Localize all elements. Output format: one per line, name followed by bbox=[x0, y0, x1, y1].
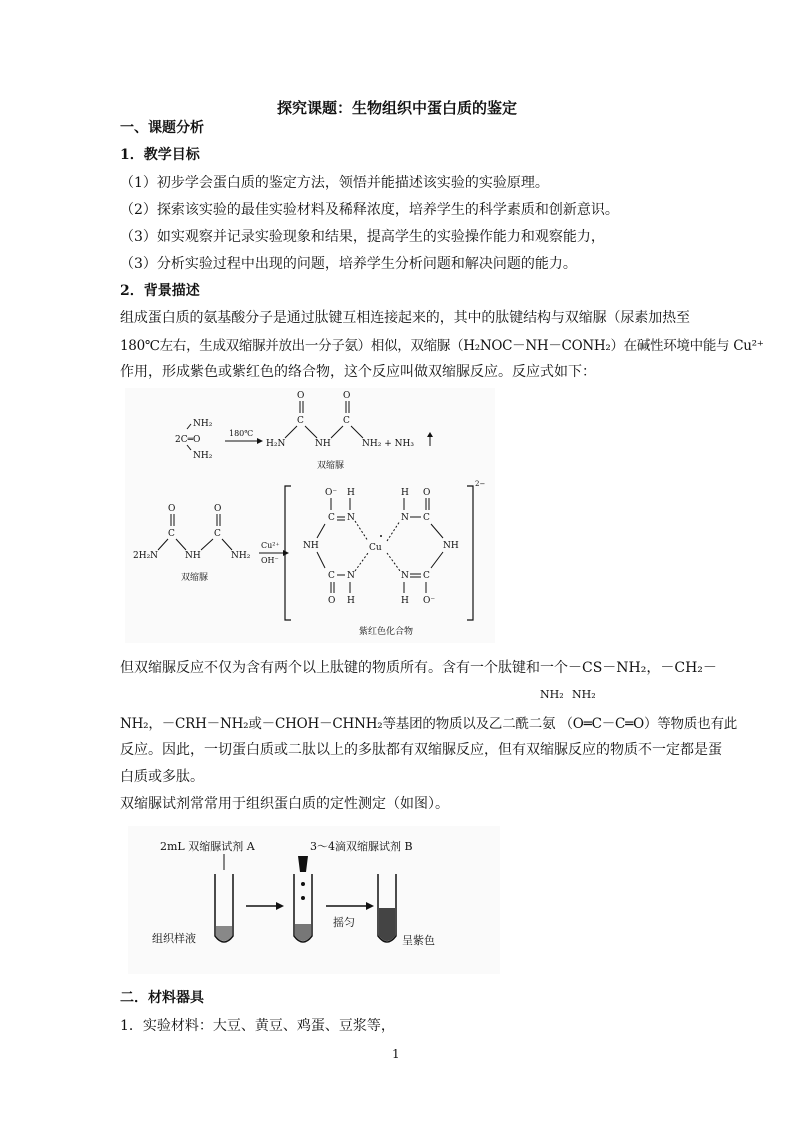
biuret-reaction-figure bbox=[125, 388, 495, 643]
c-label: C bbox=[328, 571, 335, 581]
n-label: N bbox=[347, 513, 355, 523]
c-label: C bbox=[214, 529, 221, 539]
c-label: C bbox=[328, 513, 335, 523]
cu-center-label: Cu bbox=[369, 543, 382, 553]
nh2-label: NH₂ bbox=[193, 419, 213, 429]
h2n-label: H₂N bbox=[266, 439, 286, 449]
o-label: O bbox=[168, 504, 176, 514]
nh2-subscript: NH₂ bbox=[572, 688, 596, 701]
c-label: C bbox=[168, 529, 175, 539]
c-label: C bbox=[423, 571, 430, 581]
biuret-label: 双缩脲 bbox=[181, 573, 209, 583]
nh-label: NH bbox=[315, 439, 331, 449]
o-label: O bbox=[297, 391, 305, 401]
o-label: O bbox=[343, 391, 351, 401]
oh-label: OH⁻ bbox=[261, 556, 279, 565]
biuret-label: 双缩脲 bbox=[317, 461, 345, 471]
nh2-label: NH₂ bbox=[231, 551, 251, 561]
o-minus-label: O⁻ bbox=[423, 596, 436, 606]
goal-item: （2）探索该实验的最佳实验材料及稀释浓度，培养学生的科学素质和创新意识。 bbox=[120, 202, 619, 218]
reagent-b-label: 3～4滴双缩脲试剂 B bbox=[310, 840, 413, 853]
nh2-label: NH₂ bbox=[193, 451, 213, 461]
background-line: 作用，形成紫色或紫红色的络合物，这个反应叫做双缩脲反应。反应式如下： bbox=[120, 364, 596, 380]
sample-label: 组织样液 bbox=[152, 932, 196, 945]
h-label: H bbox=[347, 596, 355, 606]
o-label: O bbox=[423, 488, 431, 498]
nh-label: NH bbox=[443, 541, 459, 551]
two-h2n-label: 2H₂N bbox=[133, 551, 159, 561]
temperature-label: 180℃ bbox=[229, 429, 254, 438]
n-label: N bbox=[347, 571, 355, 581]
nh-label: NH bbox=[185, 551, 201, 561]
c-label: C bbox=[297, 416, 304, 426]
subheading-background: 2．背景描述 bbox=[120, 283, 200, 299]
c-label: C bbox=[343, 416, 350, 426]
n-label: N bbox=[401, 571, 409, 581]
charge-label: 2− bbox=[475, 480, 486, 488]
o-minus-label: O⁻ bbox=[325, 488, 338, 498]
page-title: 探究课题：生物组织中蛋白质的鉴定 bbox=[276, 99, 517, 117]
result-label: 呈紫色 bbox=[402, 934, 435, 947]
nh2-subscript: NH₂ bbox=[540, 688, 564, 701]
h-label: H bbox=[401, 488, 409, 498]
o-label: O bbox=[328, 596, 336, 606]
cu-label: Cu²⁺ bbox=[261, 541, 280, 550]
paragraph-line: 但双缩脲反应不仅为含有两个以上肽键的物质所有。含有一个肽键和一个－CS－NH₂，－CH₂－ bbox=[120, 660, 717, 676]
complex-label: 紫红色化合物 bbox=[359, 627, 414, 637]
nh-label: NH bbox=[303, 541, 319, 551]
test-tube-procedure-figure bbox=[128, 826, 500, 974]
section-heading-materials: 二．材料器具 bbox=[120, 990, 204, 1006]
section-heading-analysis: 一、课题分析 bbox=[120, 120, 204, 136]
h-label: H bbox=[347, 488, 355, 498]
co-label: 2C═O bbox=[175, 435, 201, 445]
paragraph-line: NH₂，－CRH－NH₂或－CHOH－CHNH₂等基团的物质以及乙二酰二氨 （O═C－C═O）等物质也有此 bbox=[120, 716, 738, 732]
paragraph-line: 白质或多肽。 bbox=[120, 769, 204, 785]
products-label: NH₂ + NH₃ bbox=[362, 439, 414, 449]
background-line: 组成蛋白质的氨基酸分子是通过肽键互相连接起来的，其中的肽键结构与双缩脲（尿素加热至 bbox=[120, 310, 690, 326]
page-number: 1 bbox=[392, 1047, 400, 1061]
n-label: N bbox=[401, 513, 409, 523]
subheading-goals: 1．教学目标 bbox=[120, 147, 200, 163]
o-label: O bbox=[214, 504, 222, 514]
c-label: C bbox=[423, 513, 430, 523]
goal-item: （3）如实观察并记录实验现象和结果，提高学生的实验操作能力和观察能力， bbox=[120, 229, 605, 245]
background-line: 180℃左右，生成双缩脲并放出一分子氨）相似，双缩脲（H₂NOC－NH－CONH₂）在碱性环境中能与 Cu²⁺ bbox=[120, 338, 764, 354]
paragraph-line: 反应。因此，一切蛋白质或二肽以上的多肽都有双缩脲反应，但有双缩脲反应的物质不一定都是蛋 bbox=[120, 742, 722, 758]
reagent-a-label: 2mL 双缩脲试剂 A bbox=[160, 840, 255, 853]
shake-label: 摇匀 bbox=[333, 916, 355, 929]
materials-line: 1．实验材料：大豆、黄豆、鸡蛋、豆浆等， bbox=[120, 1018, 395, 1034]
paragraph-line: 双缩脲试剂常常用于组织蛋白质的定性测定（如图）。 bbox=[120, 796, 449, 812]
goal-item: （3）分析实验过程中出现的问题，培养学生分析问题和解决问题的能力。 bbox=[120, 256, 577, 272]
goal-item: （1）初步学会蛋白质的鉴定方法，领悟并能描述该实验的实验原理。 bbox=[120, 175, 549, 191]
h-label: H bbox=[401, 596, 409, 606]
